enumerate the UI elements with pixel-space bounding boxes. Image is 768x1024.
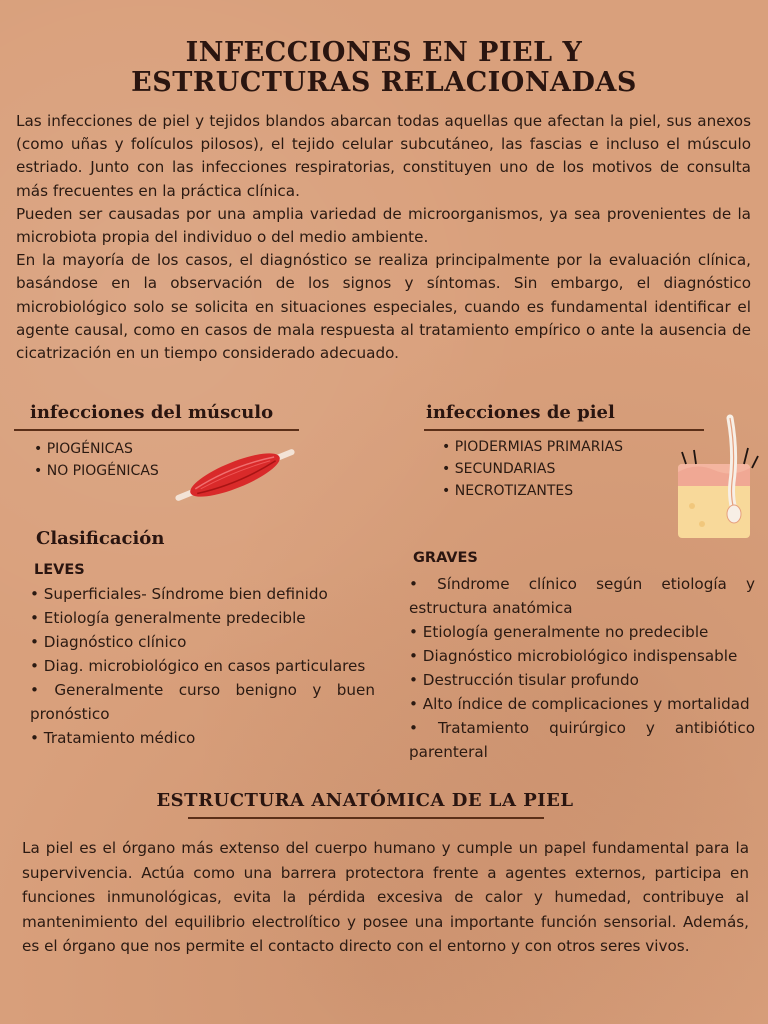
muscle-list xyxy=(34,438,159,482)
graves-list xyxy=(409,572,755,764)
list-item: • Síndrome clínico según etiología y estructura anatómica xyxy=(409,572,755,620)
skin-divider xyxy=(424,429,704,431)
anatomy-text: La piel es el órgano más extenso del cuerpo humano y cumple un papel fundamental para la supervivencia. Actúa como una barrera protectora frente a agentes externos, participa en funciones inmunológicas, evita la pérdida excesiva de calor y humedad, contribuye al mantenimiento del equilibrio electrolítico y posee una importante función sensorial. Además, es el órgano que nos permite el contacto directo con el entorno y con otros seres vivos. xyxy=(22,839,749,955)
anatomy-heading: ESTRUCTURA ANATÓMICA DE LA PIEL xyxy=(156,790,574,811)
skin-layers-icon xyxy=(672,412,760,542)
list-item: • SECUNDARIAS xyxy=(442,458,623,480)
title-line-1: INFECCIONES EN PIEL Y xyxy=(185,37,583,68)
muscle-icon xyxy=(168,440,303,510)
intro-paragraph-2: Pueden ser causadas por una amplia variedad de microorganismos, ya sea provenientes de la microbiota propia del individuo o del medio ambiente. xyxy=(16,204,751,247)
title-line-2: ESTRUCTURAS RELACIONADAS xyxy=(131,67,637,98)
skin-list xyxy=(442,436,623,502)
muscle-heading: infecciones del músculo xyxy=(30,402,274,423)
list-item: • NECROTIZANTES xyxy=(442,480,623,502)
list-item: • Tratamiento médico xyxy=(30,726,375,750)
leves-label: LEVES xyxy=(34,562,85,578)
page-title xyxy=(0,38,768,98)
list-item: • Etiología generalmente predecible xyxy=(30,606,375,630)
intro-paragraph-1: Las infecciones de piel y tejidos blandos abarcan todas aquellas que afectan la piel, sus anexos (como uñas y folículos pilosos), el tejido celular subcutáneo, las fascias e incluso el músculo estriado. Junto con las infecciones respiratorias, constituyen uno de los motivos de consulta más frecuentes en la práctica clínica. xyxy=(16,112,751,200)
list-item: • Generalmente curso benigno y buen pronóstico xyxy=(30,678,375,726)
list-item: • PIOGÉNICAS xyxy=(34,438,159,460)
list-item: • PIODERMIAS PRIMARIAS xyxy=(442,436,623,458)
list-item: • Diagnóstico clínico xyxy=(30,630,375,654)
list-item: • Alto índice de complicaciones y mortalidad xyxy=(409,692,755,716)
list-item: • Etiología generalmente no predecible xyxy=(409,620,755,644)
skin-heading: infecciones de piel xyxy=(426,402,615,423)
anatomy-divider xyxy=(188,817,544,819)
classification-heading: Clasificación xyxy=(36,528,165,549)
graves-label: GRAVES xyxy=(413,550,478,566)
leves-list xyxy=(30,582,375,750)
intro-paragraph-3: En la mayoría de los casos, el diagnóstico se realiza principalmente por la evaluación clínica, basándose en la observación de los signos y síntomas. Sin embargo, el diagnóstico microbiológico solo se solicita en situaciones especiales, cuando es fundamental identificar el agente causal, como en casos de mala respuesta al tratamiento empírico o ante la ausencia de cicatrización en un tiempo considerado adecuado. xyxy=(16,251,751,363)
intro-text xyxy=(16,110,751,365)
list-item: • Destrucción tisular profundo xyxy=(409,668,755,692)
list-item: • Superficiales- Síndrome bien definido xyxy=(30,582,375,606)
list-item: • Diag. microbiológico en casos particulares xyxy=(30,654,375,678)
list-item: • Diagnóstico microbiológico indispensable xyxy=(409,644,755,668)
muscle-divider xyxy=(14,429,299,431)
list-item: • NO PIOGÉNICAS xyxy=(34,460,159,482)
list-item: • Tratamiento quirúrgico y antibiótico parenteral xyxy=(409,716,755,764)
